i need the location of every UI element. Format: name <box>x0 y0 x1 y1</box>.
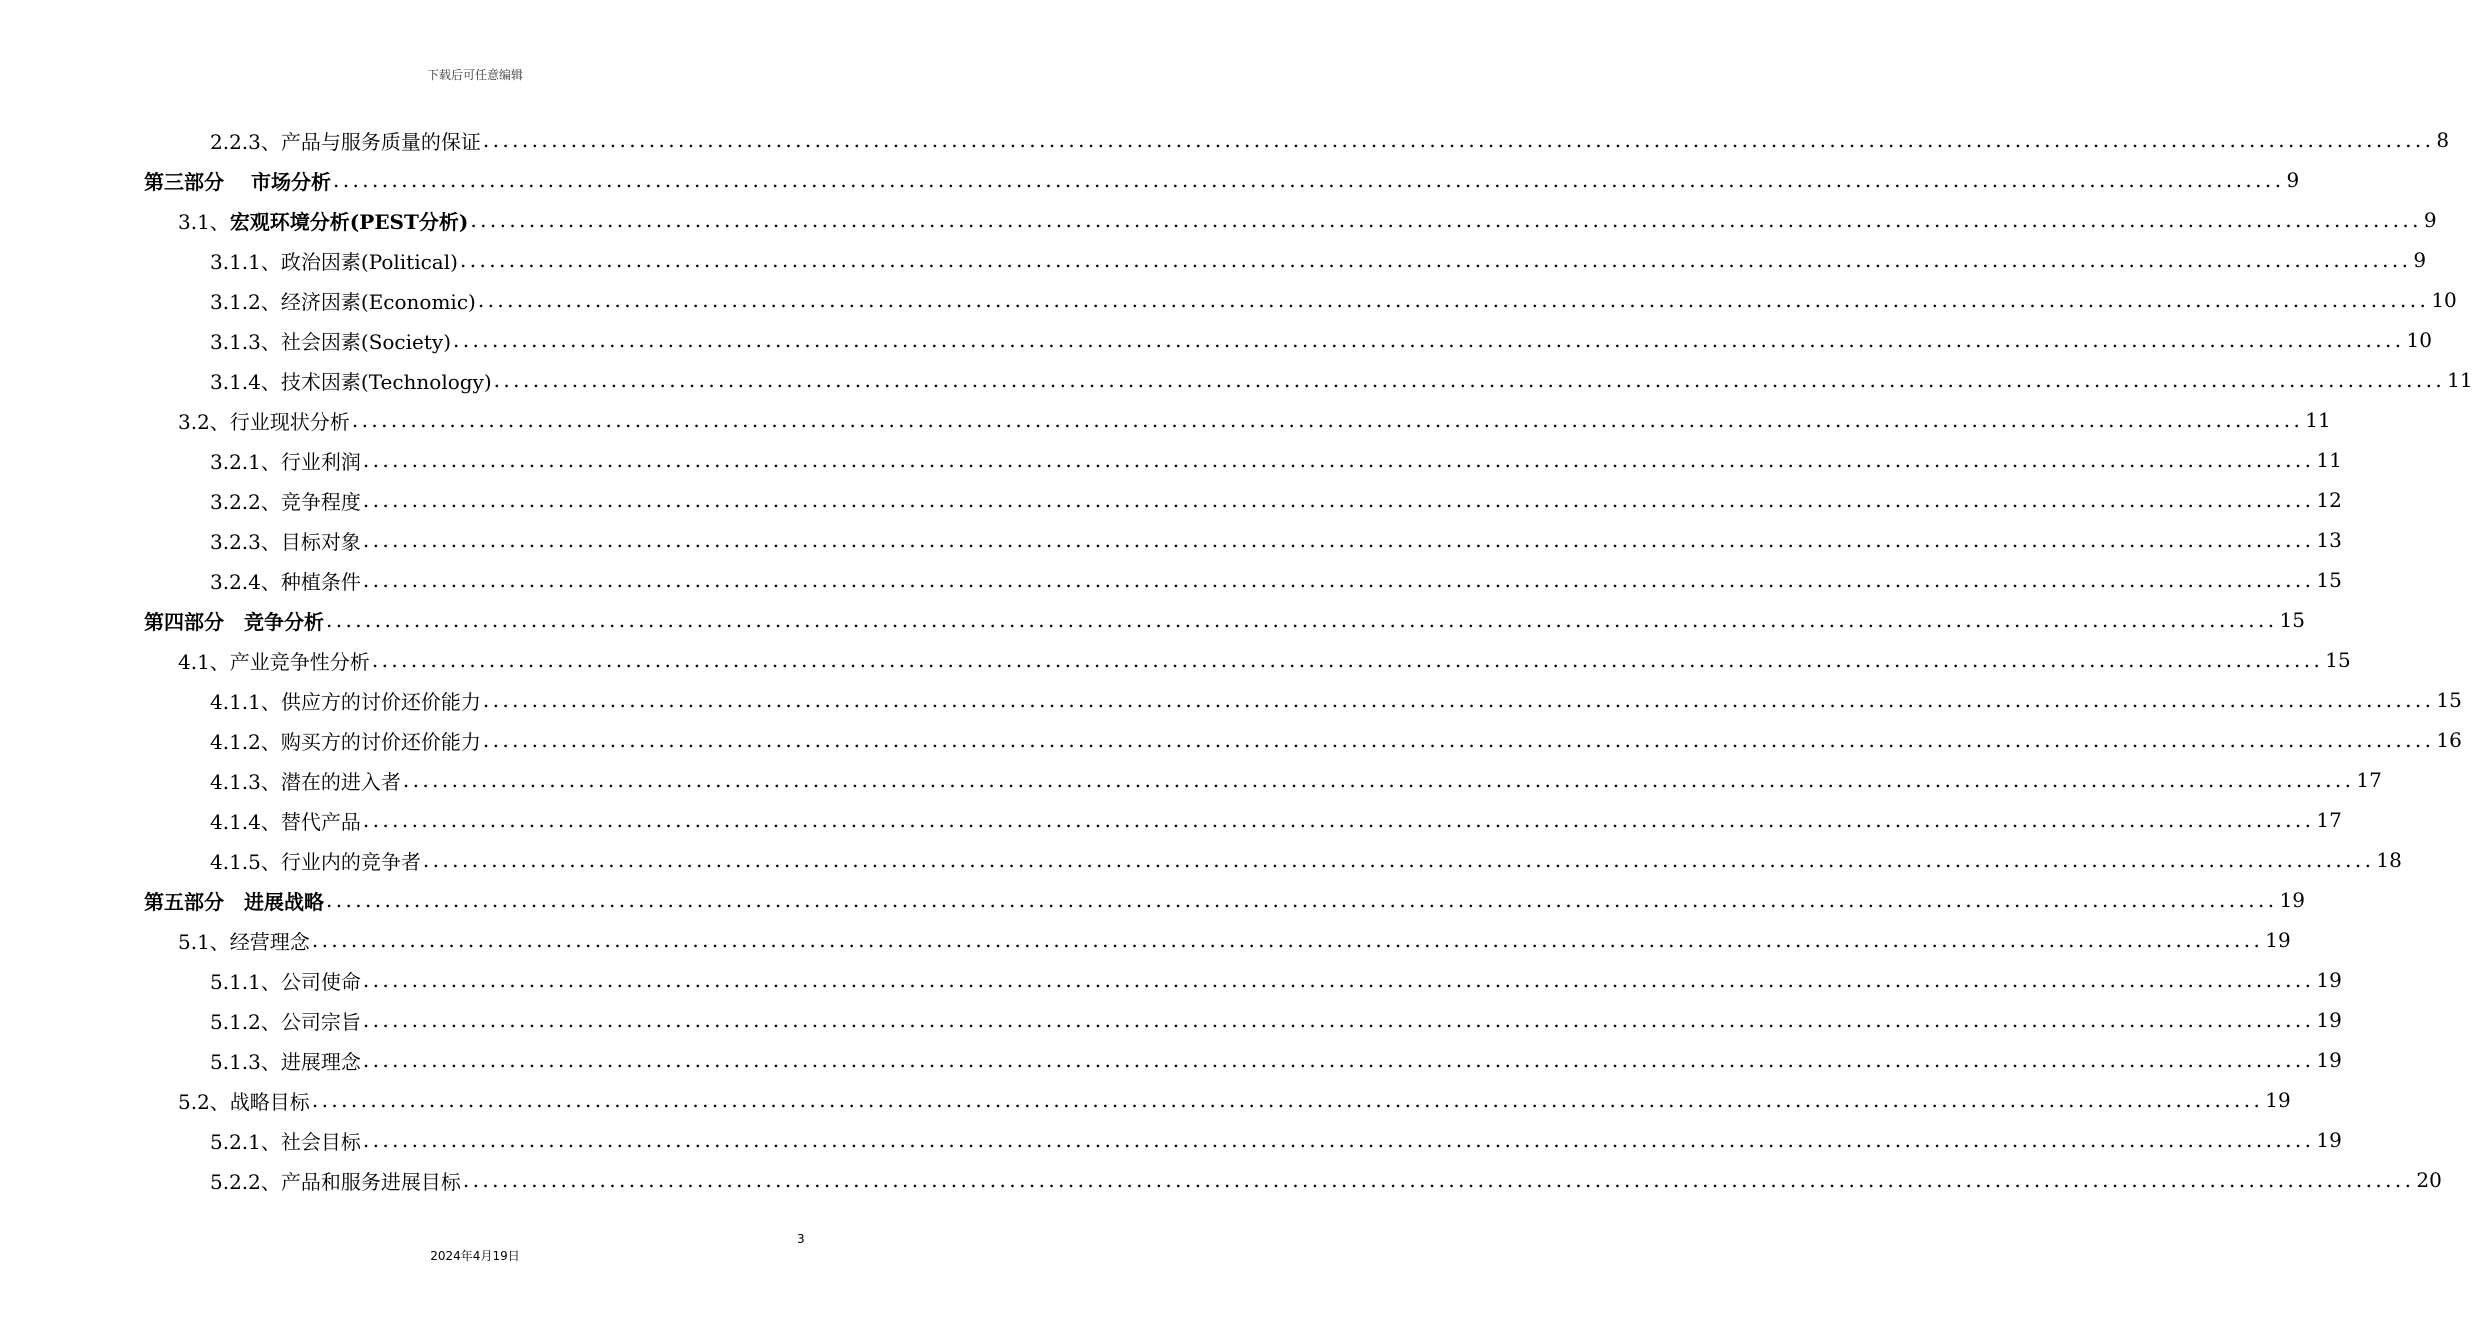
toc-leader-dots: ........................................................................................................................................................................................................ <box>482 128 2435 152</box>
toc-entry-page: 19 <box>2279 888 2305 912</box>
toc-entry-page: 10 <box>2406 328 2432 352</box>
toc-entry[interactable] <box>210 1000 2342 1040</box>
toc-leader-dots: ........................................................................................................................................................................................................ <box>326 888 2278 912</box>
toc-leader-dots: ........................................................................................................................................................................................................ <box>362 1048 2315 1072</box>
toc-entry-title: 第三部分 市场分析 <box>144 169 331 194</box>
toc-leader-dots: ........................................................................................................................................................................................................ <box>482 688 2435 712</box>
page-number: 3 <box>797 1232 805 1246</box>
toc-entry-title: 4.1.3、潜在的进入者 <box>210 769 401 794</box>
toc-entry-page: 11 <box>2447 368 2473 392</box>
toc-entry[interactable] <box>210 560 2342 600</box>
toc-entry-title: 5.1.1、公司使命 <box>210 969 361 994</box>
toc-entry-page: 9 <box>2286 168 2300 192</box>
toc-entry-title: 5.2、战略目标 <box>178 1089 310 1114</box>
toc-entry-title: 5.1.2、公司宗旨 <box>210 1009 361 1034</box>
toc-entry-page: 12 <box>2316 488 2342 512</box>
toc-entry[interactable] <box>178 400 2331 440</box>
toc-entry-page: 19 <box>2265 928 2291 952</box>
page-header: 下载后可任意编辑 <box>426 68 523 82</box>
toc-entry-title: 4.1.2、购买方的讨价还价能力 <box>210 729 481 754</box>
toc-leader-dots: ........................................................................................................................................................................................................ <box>477 288 2430 312</box>
toc-entry[interactable] <box>210 240 2427 280</box>
toc-entry[interactable] <box>210 960 2342 1000</box>
toc-entry-page: 11 <box>2305 408 2331 432</box>
toc-entry-title: 3.2、行业现状分析 <box>178 409 350 434</box>
toc-entry[interactable] <box>210 840 2402 880</box>
toc-entry[interactable] <box>210 360 2473 400</box>
toc-leader-dots: ........................................................................................................................................................................................................ <box>462 1168 2415 1192</box>
toc-leader-dots: ........................................................................................................................................................................................................ <box>326 608 2278 632</box>
toc-entry-page: 13 <box>2316 528 2342 552</box>
toc-entry[interactable] <box>144 160 2300 200</box>
toc-entry[interactable] <box>210 1160 2442 1200</box>
toc-entry-title: 第四部分 竞争分析 <box>144 609 324 634</box>
toc-leader-dots: ........................................................................................................................................................................................................ <box>482 728 2435 752</box>
toc-entry-prefix: 3.1、 <box>178 209 230 234</box>
toc-entry-title: 3.2.2、竞争程度 <box>210 489 361 514</box>
toc-entry[interactable] <box>210 320 2432 360</box>
toc-entry-title: 5.1、经营理念 <box>178 929 310 954</box>
toc-entry-title: 5.2.2、产品和服务进展目标 <box>210 1169 461 1194</box>
toc-entry-page: 19 <box>2316 1128 2342 1152</box>
toc-entry-page: 9 <box>2423 208 2437 232</box>
toc-leader-dots: ........................................................................................................................................................................................................ <box>362 1128 2315 1152</box>
toc-entry-page: 18 <box>2376 848 2402 872</box>
toc-entry-page: 11 <box>2316 448 2342 472</box>
toc-leader-dots: ........................................................................................................................................................................................................ <box>459 248 2412 272</box>
toc-leader-dots: ........................................................................................................................................................................................................ <box>362 968 2315 992</box>
toc-leader-dots: ........................................................................................................................................................................................................ <box>351 408 2304 432</box>
toc-entry-page: 20 <box>2416 1168 2442 1192</box>
toc-entry-title: 第五部分 进展战略 <box>144 889 324 914</box>
toc-entry-page: 10 <box>2431 288 2457 312</box>
toc-entry-page: 19 <box>2316 1008 2342 1032</box>
toc-leader-dots: ........................................................................................................................................................................................................ <box>402 768 2355 792</box>
toc-leader-dots: ........................................................................................................................................................................................................ <box>362 808 2315 832</box>
toc-entry-page: 15 <box>2325 648 2351 672</box>
toc-entry-title: 3.1.3、社会因素(Society) <box>210 329 452 354</box>
toc-leader-dots: ........................................................................................................................................................................................................ <box>470 208 2422 232</box>
toc-entry[interactable] <box>210 480 2342 520</box>
toc-leader-dots: ........................................................................................................................................................................................................ <box>453 328 2405 352</box>
footer-date: 2024年4月19日 <box>430 1249 520 1263</box>
toc-entry[interactable] <box>210 280 2457 320</box>
toc-leader-dots: ........................................................................................................................................................................................................ <box>311 928 2264 952</box>
toc-entry-page: 16 <box>2436 728 2462 752</box>
toc-leader-dots: ........................................................................................................................................................................................................ <box>362 568 2315 592</box>
toc-entry[interactable] <box>210 440 2342 480</box>
toc-entry-title: 3.2.1、行业利润 <box>210 449 361 474</box>
toc-leader-dots: ........................................................................................................................................................................................................ <box>362 448 2315 472</box>
toc-entry-title: 3.1.4、技术因素(Technology) <box>210 369 492 394</box>
toc-entry-page: 17 <box>2316 808 2342 832</box>
toc-entry-page: 15 <box>2279 608 2305 632</box>
toc-entry-title: 3.2.3、目标对象 <box>210 529 361 554</box>
toc-entry[interactable] <box>210 520 2342 560</box>
toc-leader-dots: ........................................................................................................................................................................................................ <box>422 848 2375 872</box>
toc-leader-dots: ........................................................................................................................................................................................................ <box>371 648 2324 672</box>
toc-leader-dots: ........................................................................................................................................................................................................ <box>493 368 2446 392</box>
toc-entry-title: 3.1.2、经济因素(Economic) <box>210 289 476 314</box>
toc-entry-title: 4.1.4、替代产品 <box>210 809 361 834</box>
toc-entry-title: 5.2.1、社会目标 <box>210 1129 361 1154</box>
toc-entry-title: 3.1.1、政治因素(Political) <box>210 249 458 274</box>
toc-entry-page: 17 <box>2356 768 2382 792</box>
toc-entry[interactable] <box>144 600 2305 640</box>
toc-entry[interactable] <box>210 720 2462 760</box>
toc-leader-dots: ........................................................................................................................................................................................................ <box>332 168 2285 192</box>
toc-entry-title: 2.2.3、产品与服务质量的保证 <box>210 129 481 154</box>
toc-entry[interactable] <box>178 640 2351 680</box>
toc-entry-page: 19 <box>2316 1048 2342 1072</box>
toc-entry-page: 15 <box>2436 688 2462 712</box>
toc-entry-page: 19 <box>2265 1088 2291 1112</box>
toc-entry[interactable] <box>210 120 2450 160</box>
toc-entry[interactable] <box>210 1040 2342 1080</box>
toc-leader-dots: ........................................................................................................................................................................................................ <box>362 1008 2315 1032</box>
toc-entry[interactable] <box>144 880 2305 920</box>
toc-entry-page: 8 <box>2436 128 2450 152</box>
toc-entry[interactable] <box>178 200 2437 240</box>
toc-leader-dots: ........................................................................................................................................................................................................ <box>362 488 2315 512</box>
toc-entry-title: 5.1.3、进展理念 <box>210 1049 361 1074</box>
toc-entry-title: 4.1.1、供应方的讨价还价能力 <box>210 689 481 714</box>
toc-leader-dots: ........................................................................................................................................................................................................ <box>362 528 2315 552</box>
toc-entry[interactable] <box>178 920 2291 960</box>
toc-entry-page: 15 <box>2316 568 2342 592</box>
toc-entry-page: 19 <box>2316 968 2342 992</box>
toc-entry-title: 宏观环境分析(PEST分析) <box>229 209 469 234</box>
toc-entry[interactable] <box>210 680 2462 720</box>
toc-entry-title: 3.2.4、种植条件 <box>210 569 361 594</box>
toc-entry[interactable] <box>210 1120 2342 1160</box>
toc-entry[interactable] <box>178 1080 2291 1120</box>
toc-entry[interactable] <box>210 800 2342 840</box>
toc-entry-title: 4.1.5、行业内的竞争者 <box>210 849 421 874</box>
toc-leader-dots: ........................................................................................................................................................................................................ <box>311 1088 2264 1112</box>
toc-entry[interactable] <box>210 760 2382 800</box>
toc-entry-page: 9 <box>2413 248 2427 272</box>
toc-entry-title: 4.1、产业竞争性分析 <box>178 649 370 674</box>
